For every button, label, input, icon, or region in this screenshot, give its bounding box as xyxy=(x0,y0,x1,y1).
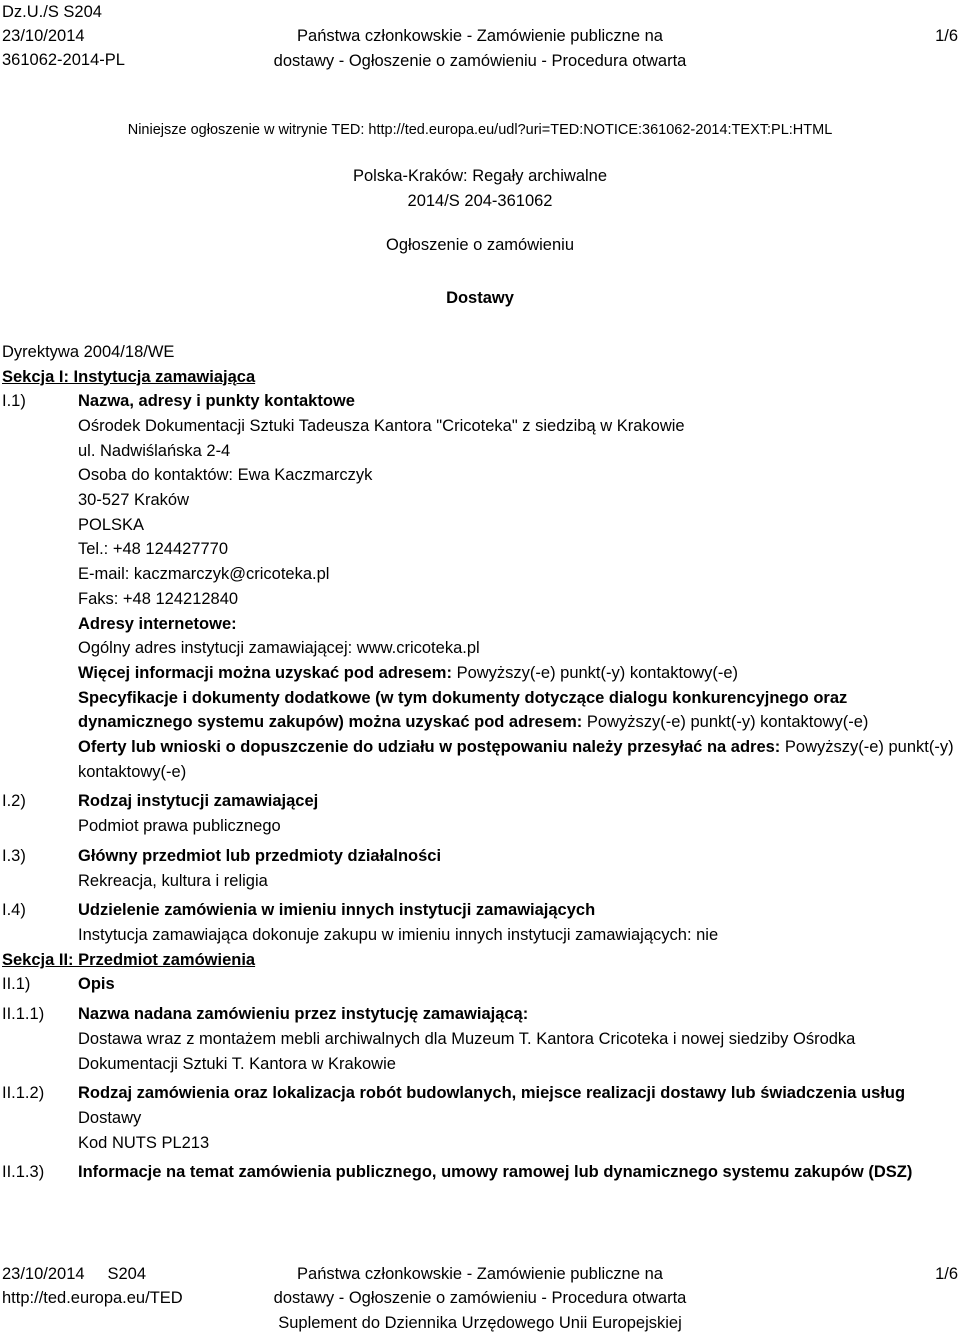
ted-notice-link[interactable]: http://ted.europa.eu/udl?uri=TED:NOTICE:361062-2014:TEXT:PL:HTML xyxy=(368,122,833,138)
contact-person: Osoba do kontaktów: Ewa Kaczmarczyk xyxy=(78,466,373,485)
section-ii13 xyxy=(2,1160,958,1185)
section-title: Nazwa nadana zamówieniu przez instytucję zamawiającą: xyxy=(78,1005,529,1024)
header-title-line2: dostawy - Ogłoszenie o zamówieniu - Procedura otwarta xyxy=(273,52,687,70)
section-i3 xyxy=(2,844,958,893)
section-title: Nazwa, adresy i punkty kontaktowe xyxy=(78,392,355,411)
section-number: II.1.3) xyxy=(2,1163,45,1182)
footer-page-number: 1/6 xyxy=(935,1265,958,1283)
section-number: II.1.2) xyxy=(2,1084,45,1103)
section-ii11 xyxy=(2,1002,958,1076)
page-footer xyxy=(0,1262,960,1332)
section-number: I.1) xyxy=(2,392,26,411)
organisation-name: Ośrodek Dokumentacji Sztuki Tadeusza Kantora "Cricoteka" z siedzibą w Krakowie xyxy=(78,416,685,435)
nuts-code: Kod NUTS PL213 xyxy=(78,1133,210,1152)
fax: Faks: +48 124212840 xyxy=(78,589,239,608)
section-value: Dostawy xyxy=(78,1108,142,1127)
section-title: Rodzaj zamówienia oraz lokalizacja robót budowlanych, miejsce realizacji dostawy lub świadczenia usług xyxy=(78,1084,906,1103)
offers-label: Oferty lub wnioski o dopuszczenie do udziału w postępowaniu należy przesyłać na adres: xyxy=(78,738,785,757)
internet-addresses-label: Adresy internetowe: xyxy=(78,614,237,633)
offers-value: Powyższy(-e) punkt(-y) kontaktowy(-e) xyxy=(78,738,954,781)
section-title: Rodzaj instytucji zamawiającej xyxy=(78,792,319,811)
postal-city: 30-527 Kraków xyxy=(78,491,189,510)
ted-notice-link-line xyxy=(2,118,958,142)
email-link[interactable]: kaczmarczyk@cricoteka.pl xyxy=(133,565,330,584)
telephone: Tel.: +48 124427770 xyxy=(78,540,229,559)
section-title: Informacje na temat zamówienia publicznego, umowy ramowej lub dynamicznego systemu zakupów (DSZ) xyxy=(78,1163,913,1182)
header-page-number: 1/6 xyxy=(935,27,958,45)
email-label: E-mail: xyxy=(78,565,134,584)
specs-line xyxy=(78,686,958,735)
general-address-line xyxy=(78,636,958,661)
specs-label: Specyfikacje i dokumenty dodatkowe (w tym dokumenty dotyczące dialogu konkurencyjnego oraz dynamicznego systemu zakupów) można uzyskać pod adresem: xyxy=(78,688,848,732)
section-ii1 xyxy=(2,972,958,997)
section-value: Instytucja zamawiająca dokonuje zakupu w imieniu innych instytucji zamawiających: nie xyxy=(78,925,719,944)
contract-type: Dostawy xyxy=(446,289,514,308)
section-title: Główny przedmiot lub przedmioty działalności xyxy=(78,846,442,865)
section-number: I.2) xyxy=(2,792,26,811)
section-number: II.1) xyxy=(2,975,31,994)
footer-supplement: Suplement do Dziennika Urzędowego Unii Europejskiej xyxy=(278,1314,682,1332)
section-i1 xyxy=(2,389,958,784)
notice-title: Polska-Kraków: Regały archiwalne xyxy=(352,167,608,185)
directive: Dyrektywa 2004/18/WE xyxy=(2,342,175,361)
ted-link-prefix: Niniejsze ogłoszenie w witrynie TED: xyxy=(127,122,369,138)
section-number: I.4) xyxy=(2,901,26,920)
general-address-label: Ogólny adres instytucji zamawiającej: xyxy=(78,639,357,658)
section-number: II.1.1) xyxy=(2,1005,45,1024)
footer-title-line1: Państwa członkowskie - Zamówienie publiczne na xyxy=(297,1265,663,1283)
specs-value: Powyższy(-e) punkt(-y) kontaktowy(-e) xyxy=(586,713,869,732)
header-notice-id: 361062-2014-PL xyxy=(2,51,125,69)
document-body xyxy=(2,118,958,1185)
street-address: ul. Nadwiślańska 2-4 xyxy=(78,441,231,460)
section-title: Opis xyxy=(78,975,115,994)
header-date: 23/10/2014 xyxy=(2,27,85,45)
offers-line xyxy=(78,735,958,784)
footer-url: http://ted.europa.eu/TED xyxy=(2,1289,183,1307)
notice-type: Ogłoszenie o zamówieniu xyxy=(385,236,575,255)
footer-date-code: 23/10/2014 S204 xyxy=(2,1265,147,1283)
section-value: Podmiot prawa publicznego xyxy=(78,817,281,836)
section-ii12 xyxy=(2,1081,958,1155)
section-2-heading: Sekcja II: Przedmiot zamówienia xyxy=(2,950,256,969)
section-i4 xyxy=(2,898,958,947)
country: POLSKA xyxy=(78,515,145,534)
section-value: Dostawa wraz z montażem mebli archiwalnych dla Muzeum T. Kantora Cricoteka i nowej siedziby Ośrodka Dokumentacji Sztuki T. Kantora w Krakowie xyxy=(78,1029,856,1073)
section-title: Udzielenie zamówienia w imieniu innych instytucji zamawiających xyxy=(78,901,596,920)
page-header xyxy=(0,0,960,70)
general-address-link[interactable]: www.cricoteka.pl xyxy=(356,639,480,658)
section-i2 xyxy=(2,789,958,838)
email-line xyxy=(78,562,958,587)
more-info-line xyxy=(78,661,958,686)
section-number: I.3) xyxy=(2,846,26,865)
more-info-value: Powyższy(-e) punkt(-y) kontaktowy(-e) xyxy=(456,663,739,682)
header-title-line1: Państwa członkowskie - Zamówienie publiczne na xyxy=(297,27,663,45)
more-info-label: Więcej informacji można uzyskać pod adresem: xyxy=(78,663,457,682)
footer-title-line2: dostawy - Ogłoszenie o zamówieniu - Procedura otwarta xyxy=(273,1289,687,1307)
section-1-heading: Sekcja I: Instytucja zamawiająca xyxy=(2,367,256,386)
notice-number: 2014/S 204-361062 xyxy=(407,191,553,210)
section-value: Rekreacja, kultura i religia xyxy=(78,871,268,890)
header-journal-ref: Dz.U./S S204 xyxy=(2,3,102,21)
